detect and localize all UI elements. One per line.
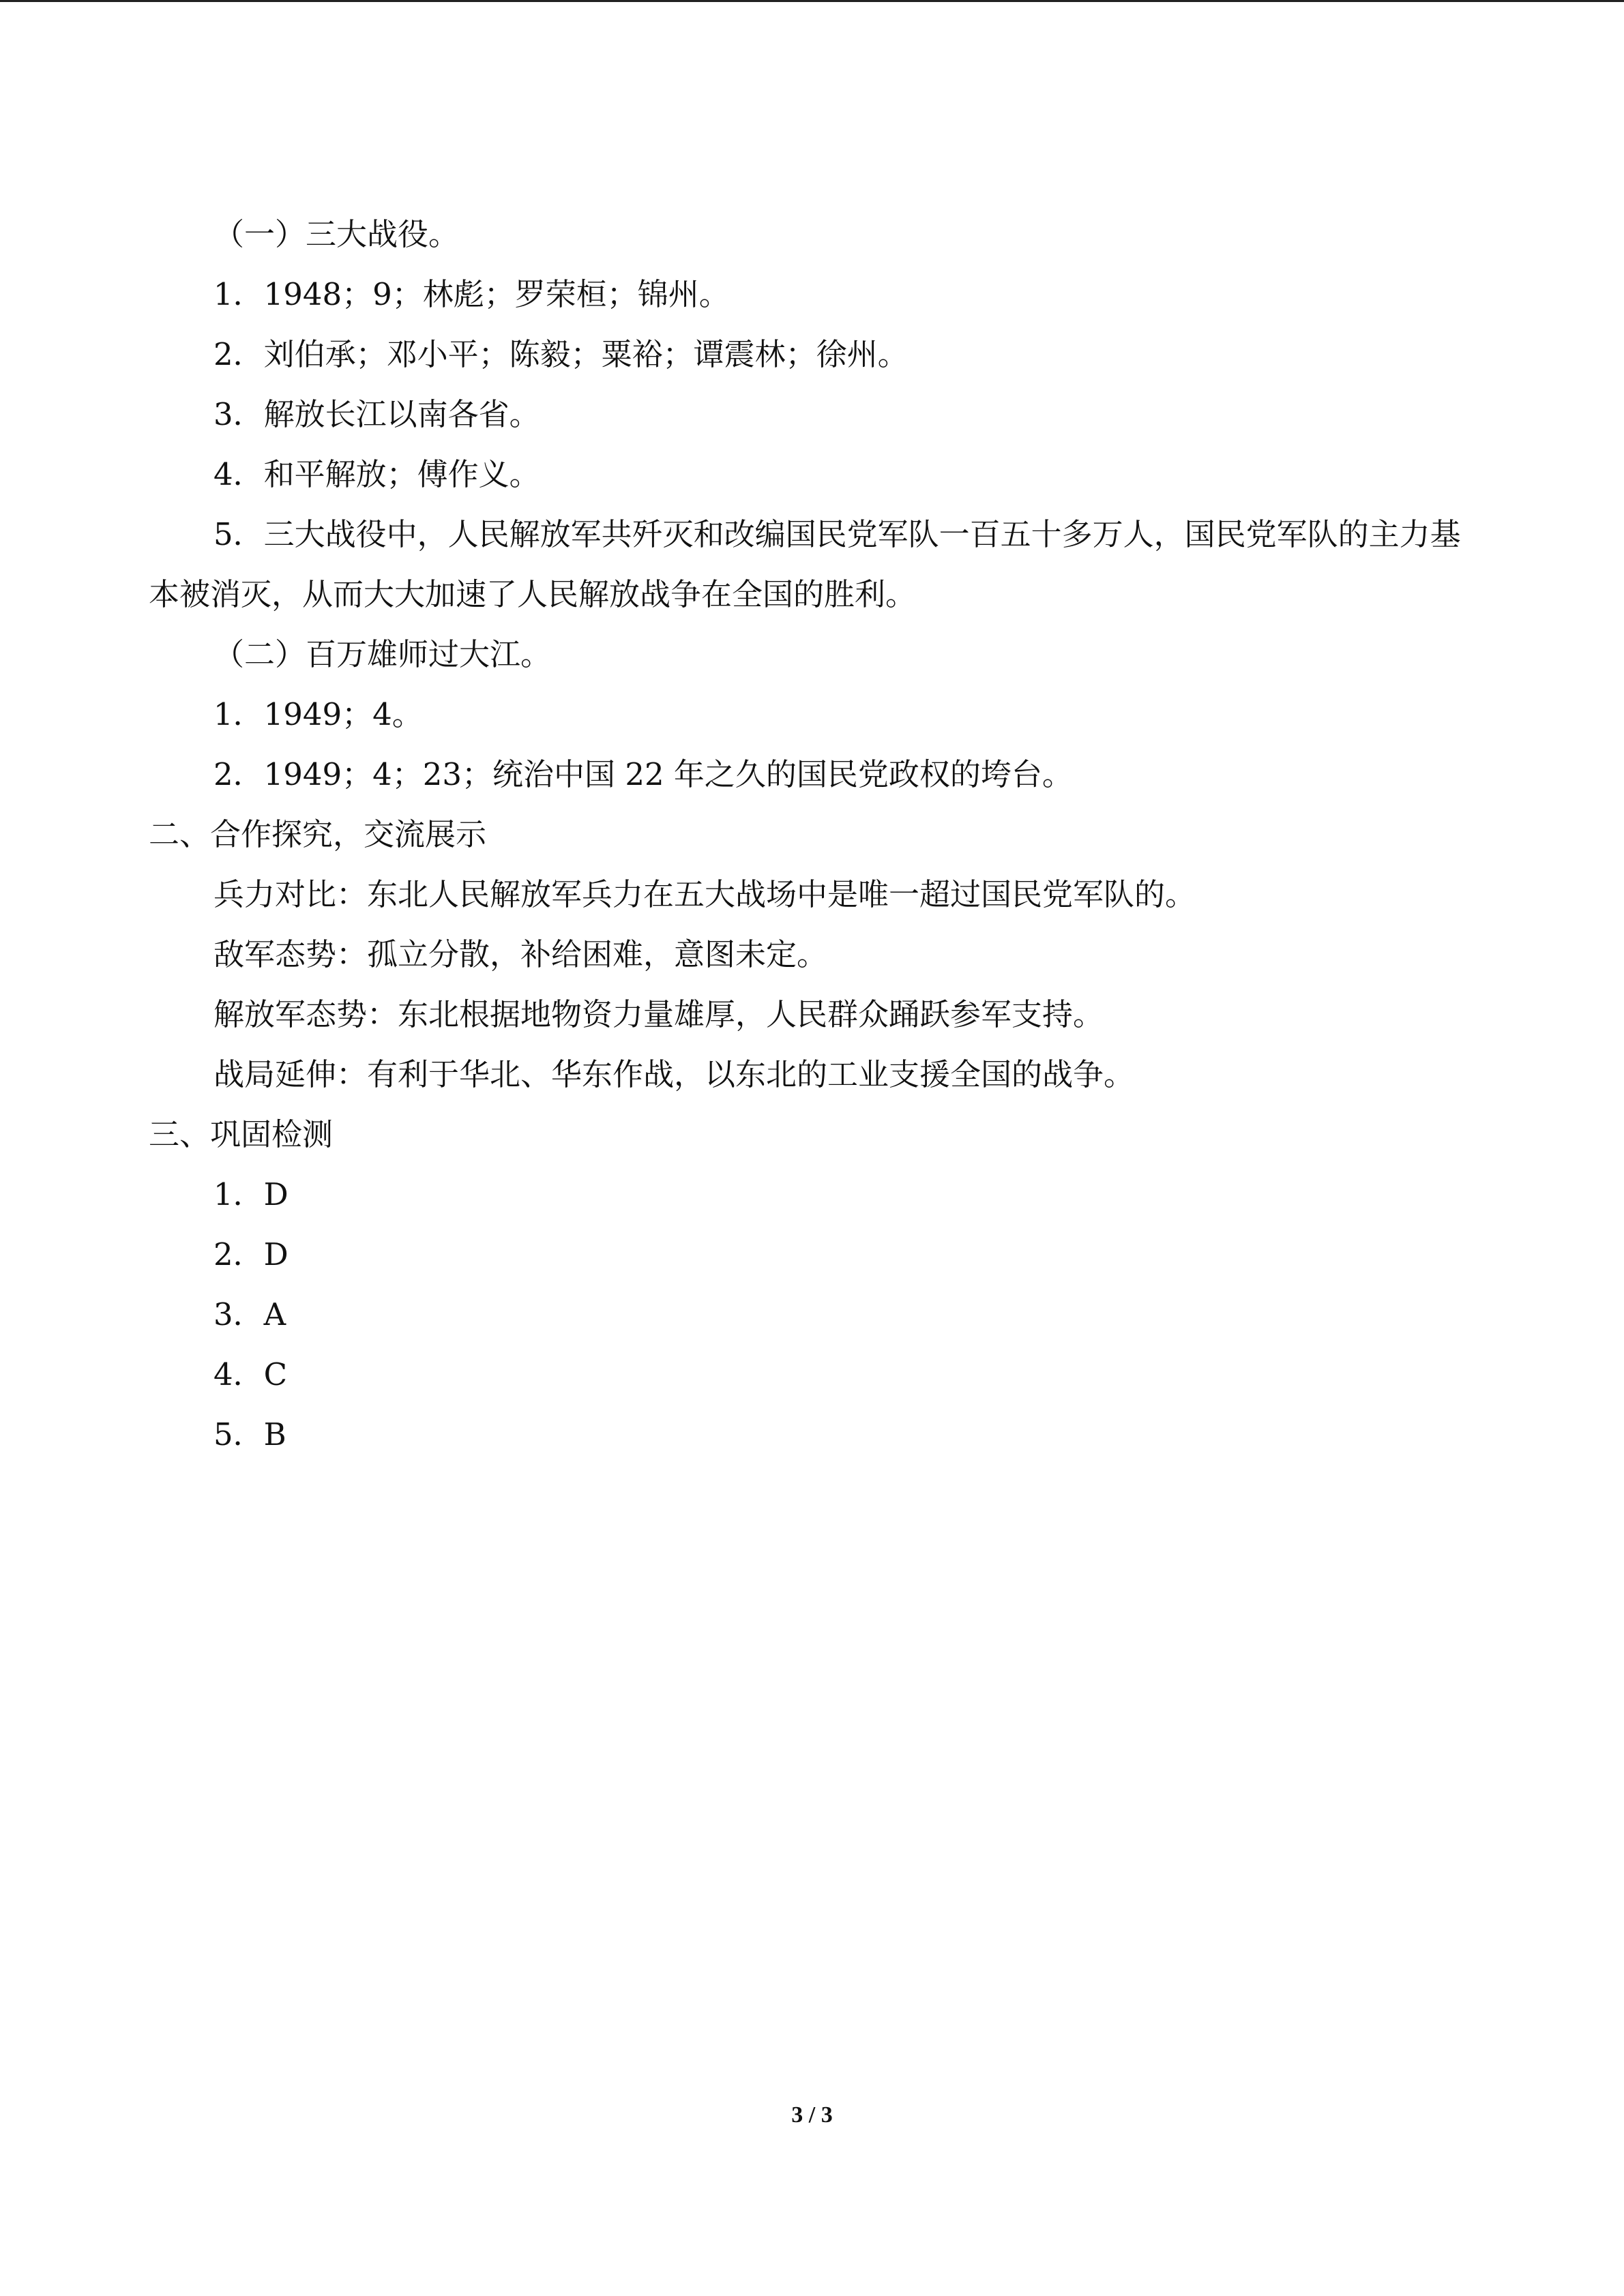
answer-line: 2．1949；4；23；统治中国 22 年之久的国民党政权的垮台。: [213, 756, 1073, 792]
analysis-line: 兵力对比：东北人民解放军兵力在五大战场中是唯一超过国民党军队的。: [213, 876, 1196, 912]
document-body: [149, 205, 1475, 1465]
section-heading-crossing-river: （二）百万雄师过大江。: [213, 636, 552, 672]
page-number: 3 / 3: [791, 2102, 833, 2128]
analysis-line: 战局延伸：有利于华北、华东作战，以东北的工业支援全国的战争。: [213, 1056, 1135, 1092]
section-heading-consolidation: 三、巩固检测: [149, 1116, 334, 1152]
quiz-answer: 1．D: [213, 1176, 289, 1212]
answer-paragraph: 5．三大战役中，人民解放军共歼灭和改编国民党军队一百五十多万人，国民党军队的主力基本被消灭，从而大大加速了人民解放战争在全国的胜利。: [149, 516, 1461, 612]
top-border: [0, 0, 1624, 2]
analysis-line: 解放军态势：东北根据地物资力量雄厚，人民群众踊跃参军支持。: [213, 996, 1104, 1032]
answer-line: 2．刘伯承；邓小平；陈毅；粟裕；谭震林；徐州。: [213, 336, 909, 372]
answer-line: 4．和平解放；傅作义。: [213, 456, 540, 492]
answer-line: 3．解放长江以南各省。: [213, 396, 540, 432]
section-heading-cooperation: 二、合作探究，交流展示: [149, 816, 487, 852]
quiz-answer: 3．A: [213, 1296, 286, 1332]
answer-line: 1．1948；9；林彪；罗荣桓；锦州。: [213, 276, 730, 312]
section-heading-three-campaigns: （一）三大战役。: [213, 216, 460, 252]
quiz-answer: 4．C: [213, 1356, 288, 1392]
quiz-answer: 2．D: [213, 1236, 289, 1272]
analysis-line: 敌军态势：孤立分散，补给困难，意图未定。: [213, 936, 828, 972]
answer-line: 1．1949；4。: [213, 696, 423, 732]
quiz-answer: 5．B: [213, 1416, 286, 1452]
